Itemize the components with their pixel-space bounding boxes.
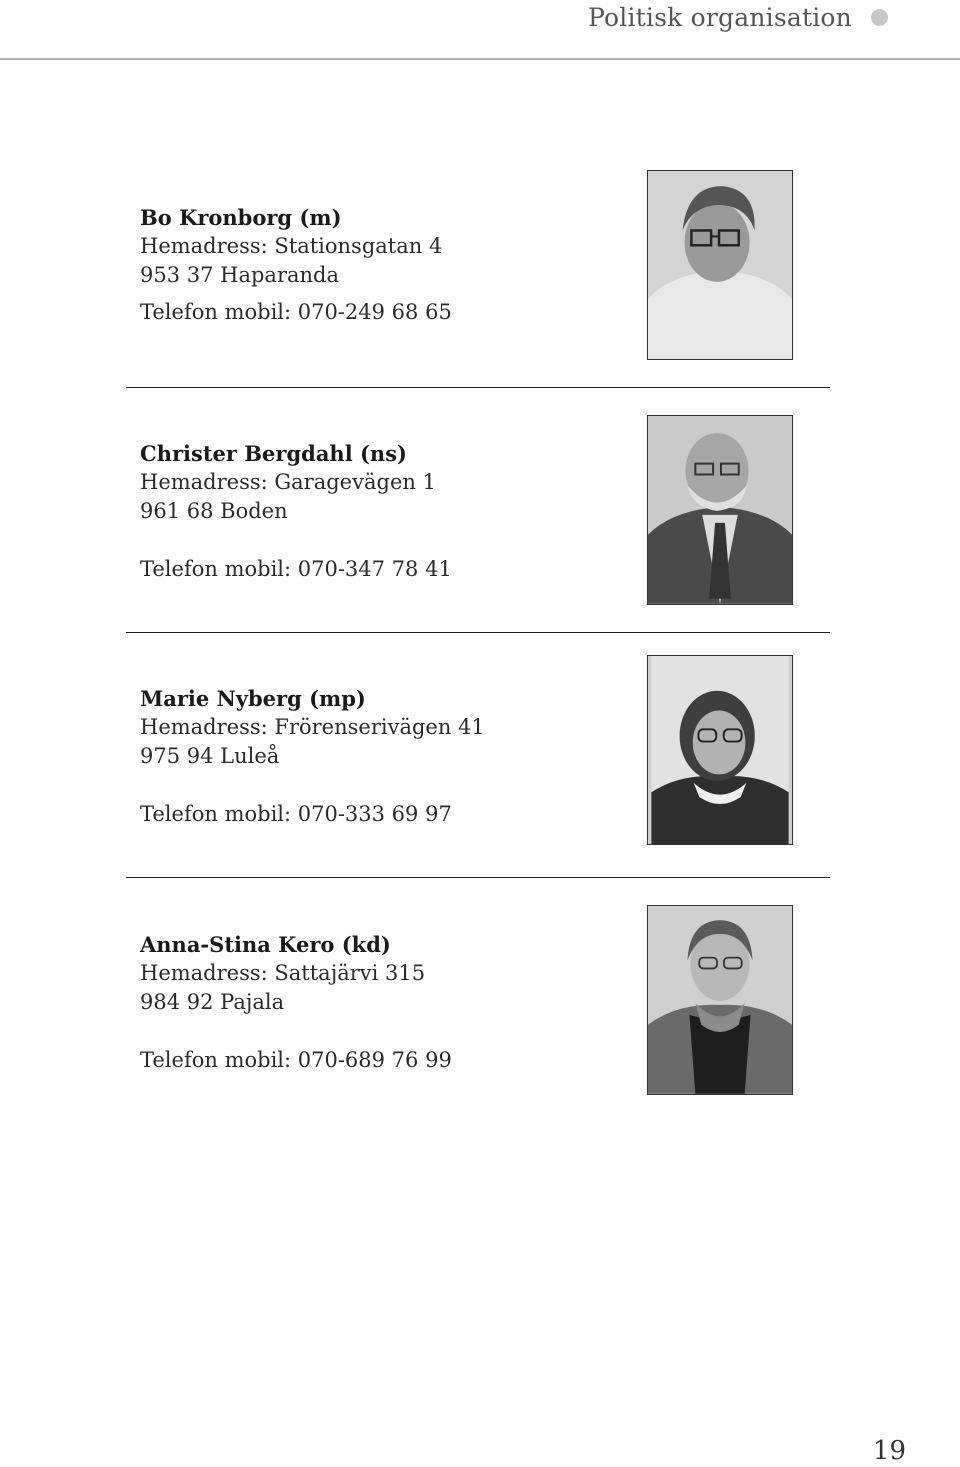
person-address: Hemadress: Frörenserivägen 41 xyxy=(140,715,485,739)
contact-entry xyxy=(140,684,640,829)
person-photo xyxy=(647,905,793,1095)
person-name: Christer Bergdahl (ns) xyxy=(140,441,407,466)
person-name: Anna-Stina Kero (kd) xyxy=(140,932,391,957)
person-address: Hemadress: Sattajärvi 315 xyxy=(140,961,426,985)
contact-entry xyxy=(140,930,640,1075)
header-title: Politisk organisation xyxy=(588,3,852,32)
person-city: 961 68 Boden xyxy=(140,499,288,523)
portrait-man-beard-icon xyxy=(648,416,792,604)
bullet-dot-icon xyxy=(871,9,888,26)
person-photo xyxy=(647,170,793,360)
person-city: 975 94 Luleå xyxy=(140,744,280,768)
section-divider xyxy=(126,387,830,388)
portrait-woman-scarf-icon xyxy=(648,906,792,1094)
person-phone: Telefon mobil: 070-689 76 99 xyxy=(140,1048,452,1072)
section-divider xyxy=(126,877,830,878)
person-phone: Telefon mobil: 070-347 78 41 xyxy=(140,557,452,581)
portrait-woman-glasses-icon xyxy=(648,656,792,844)
person-name: Marie Nyberg (mp) xyxy=(140,686,366,711)
page-number: 19 xyxy=(872,1436,906,1466)
person-photo xyxy=(647,415,793,605)
contact-entry xyxy=(140,203,640,327)
section-divider xyxy=(126,632,830,633)
person-photo xyxy=(647,655,793,845)
person-phone: Telefon mobil: 070-333 69 97 xyxy=(140,802,452,826)
person-address: Hemadress: Stationsgatan 4 xyxy=(140,234,443,258)
contact-entry xyxy=(140,439,640,584)
portrait-man-glasses-icon xyxy=(648,171,792,359)
header-rule xyxy=(0,58,960,60)
person-phone: Telefon mobil: 070-249 68 65 xyxy=(140,300,452,324)
person-city: 984 92 Pajala xyxy=(140,990,285,1014)
person-address: Hemadress: Garagevägen 1 xyxy=(140,470,436,494)
page-header xyxy=(0,0,960,60)
person-name: Bo Kronborg (m) xyxy=(140,205,342,230)
person-city: 953 37 Haparanda xyxy=(140,263,339,287)
